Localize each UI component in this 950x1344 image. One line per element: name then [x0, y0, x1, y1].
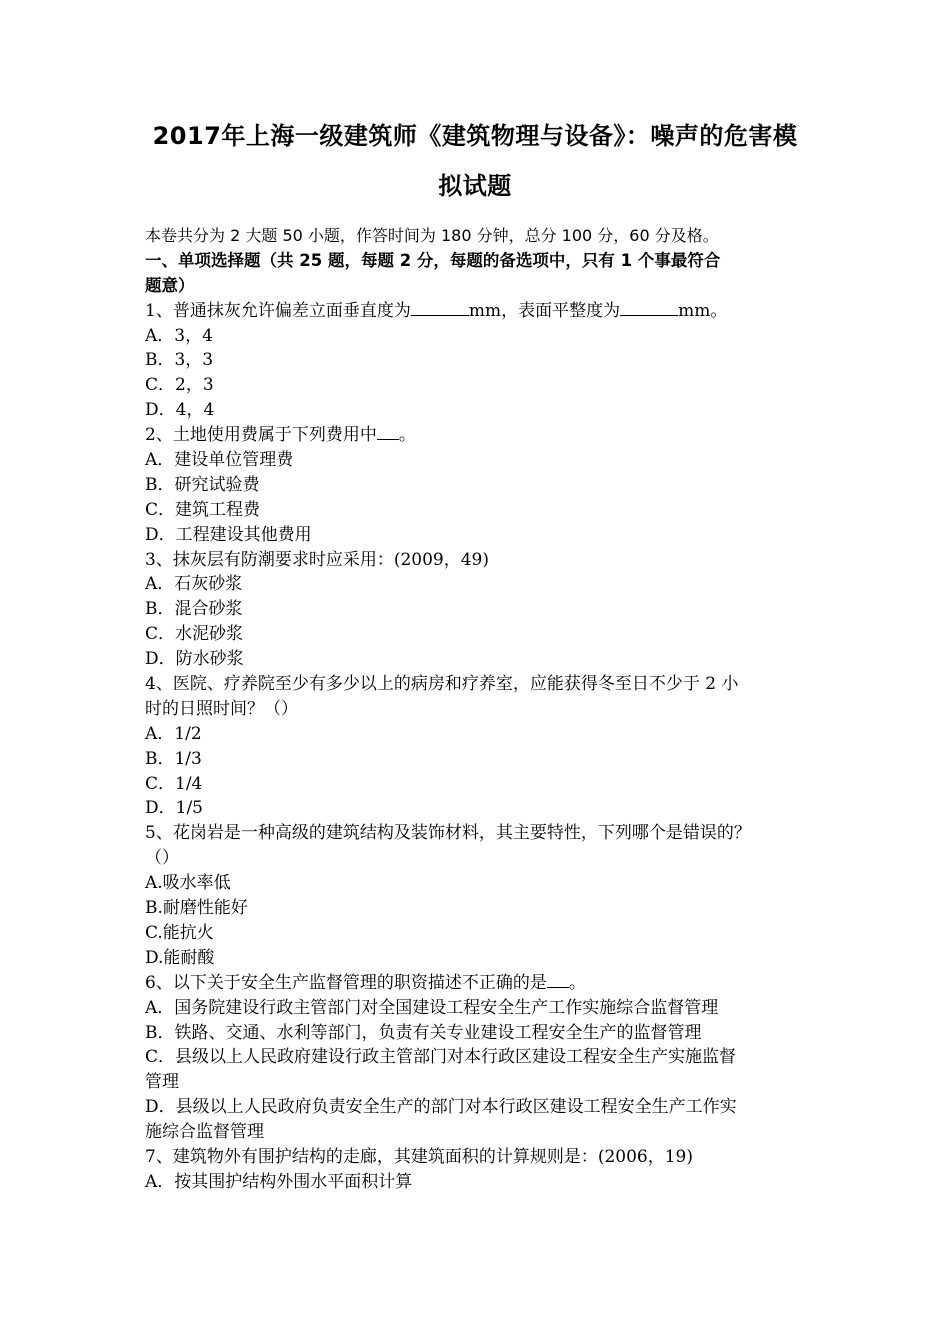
option: D．工程建设其他费用	[145, 524, 312, 545]
option: C．水泥砂浆	[145, 624, 244, 645]
option: B．1/3	[145, 748, 202, 769]
option: C．建筑工程费	[145, 499, 261, 520]
question-5-line-1: 5、花岗岩是一种高级的建筑结构及装饰材料，其主要特性，下列哪个是错误的？	[145, 823, 751, 844]
question-3: 3、抹灰层有防潮要求时应采用：(2009，49)	[145, 549, 489, 570]
option: C．1/4	[145, 773, 203, 794]
option: D．1/5	[145, 798, 203, 819]
answer-blank	[377, 425, 399, 440]
option: C.能抗火	[145, 922, 214, 943]
option: A．国务院建设行政主管部门对全国建设工程安全生产工作实施综合监督管理	[145, 997, 719, 1018]
question-2-part-a: 2、土地使用费属于下列费用中	[145, 425, 377, 446]
option: B．研究试验费	[145, 474, 260, 495]
option: A．1/2	[145, 723, 202, 744]
option: B．3，3	[145, 350, 214, 371]
option: D.能耐酸	[145, 947, 215, 968]
option: B.耐磨性能好	[145, 898, 248, 919]
question-6-part-b: 。	[568, 972, 586, 993]
question-1-part-a: 1、普通抹灰允许偏差立面垂直度为	[145, 300, 411, 321]
question-6	[145, 971, 815, 996]
option: A．石灰砂浆	[145, 574, 243, 595]
section-heading-line-2: 题意）	[145, 275, 195, 295]
question-1-part-c: mm。	[678, 300, 728, 321]
option: D．防水砂浆	[145, 649, 244, 670]
question-2	[145, 423, 815, 448]
option-line-1: C．县级以上人民政府建设行政主管部门对本行政区建设工程安全生产实施监督	[145, 1047, 737, 1068]
question-4-line-1: 4、医院、疗养院至少有多少以上的病房和疗养室，应能获得冬至日不少于 2 小	[145, 674, 739, 695]
option: A．3，4	[145, 325, 213, 346]
question-1-part-b: mm，表面平整度为	[468, 300, 621, 321]
question-5-line-2: （）	[145, 848, 179, 869]
option: D．4，4	[145, 400, 215, 421]
document-body	[145, 224, 815, 1195]
exam-intro: 本卷共分为 2 大题 50 小题，作答时间为 180 分钟，总分 100 分，60 分及格。	[145, 226, 719, 245]
question-6-part-a: 6、以下关于安全生产监督管理的职资描述不正确的是	[145, 972, 547, 993]
option: B．混合砂浆	[145, 599, 243, 620]
question-7: 7、建筑物外有围护结构的走廊，其建筑面积的计算规则是：(2006，19)	[145, 1146, 693, 1167]
question-1	[145, 299, 815, 324]
option-line-2: 管理	[145, 1072, 179, 1093]
answer-blank	[411, 301, 469, 316]
option: A.吸水率低	[145, 873, 231, 894]
question-4-line-2: 时的日照时间？（）	[145, 698, 298, 719]
question-2-part-b: 。	[398, 425, 416, 446]
document-title-line-2: 拟试题	[438, 172, 512, 200]
option: C．2，3	[145, 375, 214, 396]
option-line-1: D．县级以上人民政府负责安全生产的部门对本行政区建设工程安全生产工作实	[145, 1097, 737, 1118]
answer-blank	[547, 973, 569, 988]
option: B．铁路、交通、水利等部门，负责有关专业建设工程安全生产的监督管理	[145, 1022, 702, 1043]
option-line-2: 施综合监督管理	[145, 1122, 264, 1143]
section-heading-line-1: 一、单项选择题（共 25 题，每题 2 分，每题的备选项中，只有 1 个事最符合	[145, 250, 721, 270]
option: A．按其围护结构外围水平面积计算	[145, 1171, 413, 1192]
option: A．建设单位管理费	[145, 450, 294, 471]
document-title-line-1: 2017年上海一级建筑师《建筑物理与设备》：噪声的危害模	[152, 122, 798, 150]
answer-blank	[620, 301, 678, 316]
